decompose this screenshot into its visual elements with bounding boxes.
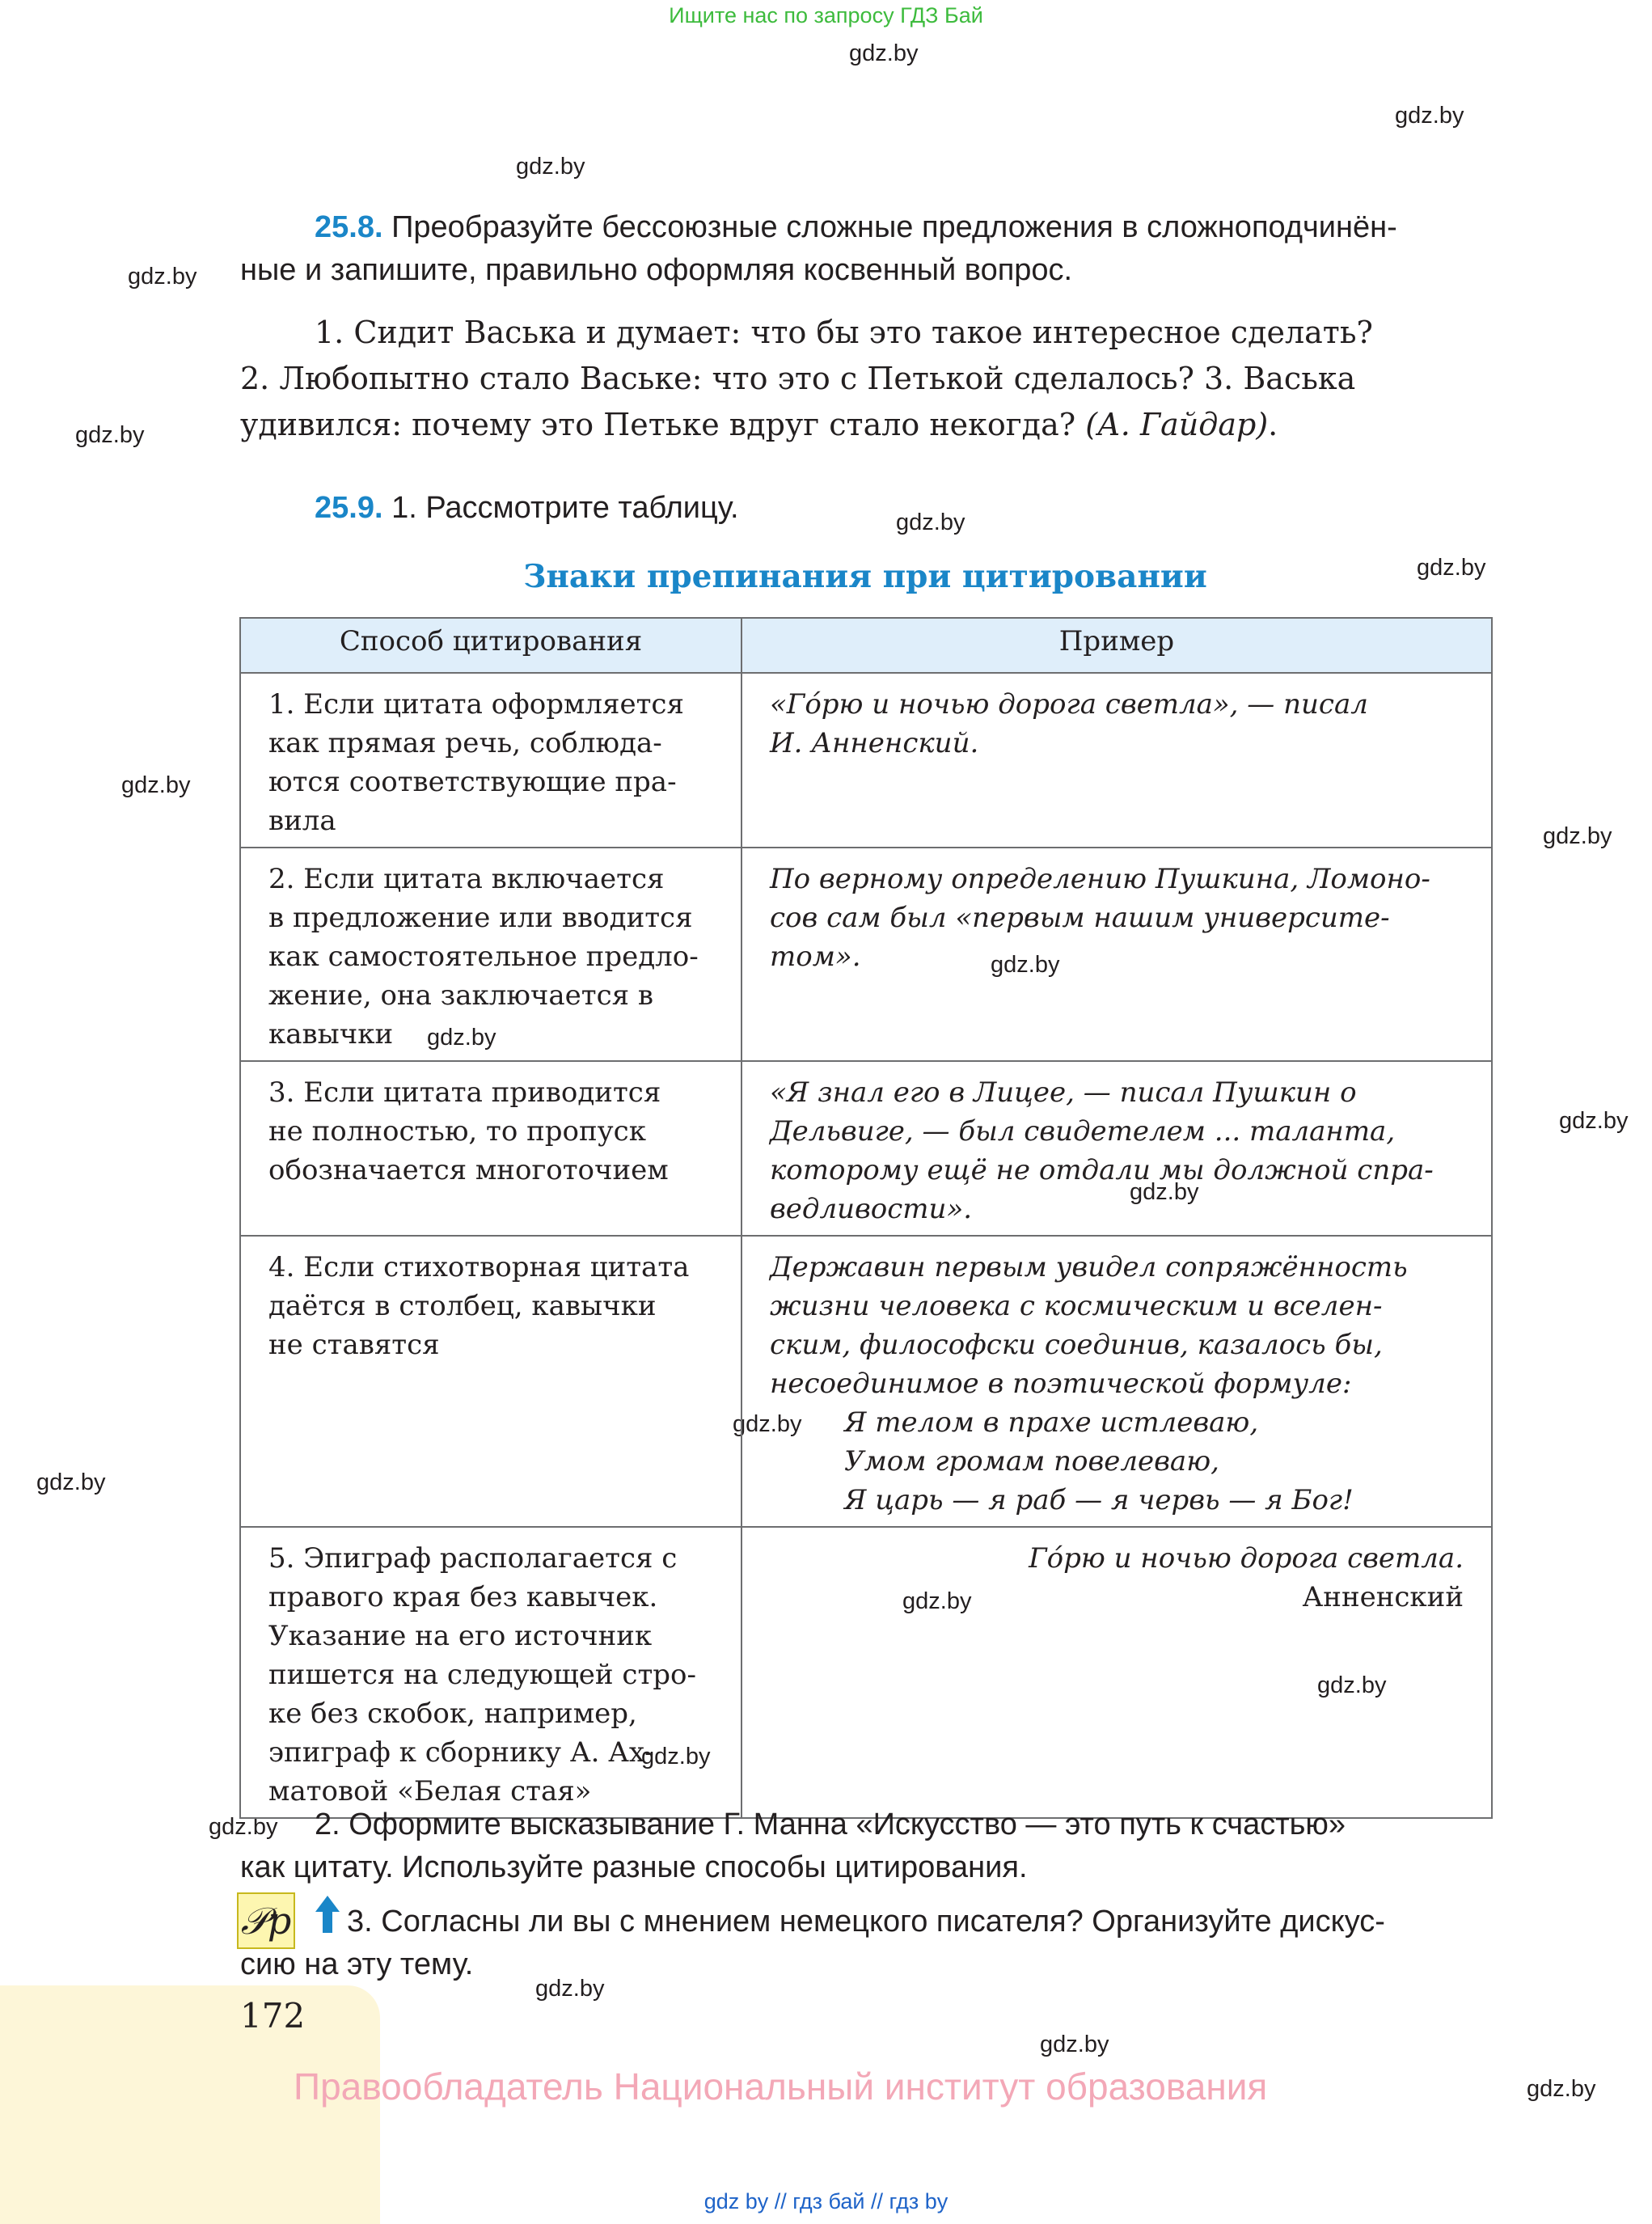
verse-line: Я телом в прахе истлеваю, [844, 1406, 1259, 1439]
table-header-row [240, 618, 1492, 673]
watermark: gdz.by [209, 1814, 278, 1840]
watermark: gdz.by [896, 509, 965, 535]
task-text: ные и запишите, правильно оформляя косвенный вопрос. [240, 253, 1073, 287]
column-header-example: Пример [741, 618, 1492, 673]
method-cell: 2. Если цитата включается в предложение или вводится как самостоятельное предло- жение, она заключается в кавычки [240, 848, 741, 1061]
watermark: gdz.by [516, 154, 585, 180]
table-row [240, 1527, 1492, 1818]
example-cell [741, 1527, 1492, 1818]
author: (А. Гайдар) [1085, 407, 1269, 442]
watermark: gdz.by [1559, 1108, 1629, 1134]
watermark: gdz.by [1395, 103, 1464, 129]
watermark: gdz.by [1543, 823, 1612, 849]
table-row [240, 1061, 1492, 1236]
watermark: gdz.by [1417, 555, 1486, 581]
watermark: gdz.by [1130, 1179, 1199, 1205]
watermark: gdz.by [1040, 2032, 1109, 2057]
watermark: gdz.by [902, 1588, 972, 1614]
footer-links[interactable]: gdz by // гдз бай // гдз by [703, 2189, 949, 2213]
exercise-number: 25.8. [315, 210, 383, 244]
exercise-task [240, 206, 1494, 249]
discussion-icon: 𝒫p [237, 1892, 295, 1949]
table-row [240, 673, 1492, 848]
watermark: gdz.by [849, 40, 919, 66]
verse-line: Я царь — я раб — я червь — я Бог! [844, 1484, 1354, 1516]
epigraph-author: Анненский [1302, 1581, 1464, 1613]
task-2 [240, 1803, 1494, 1889]
watermark: gdz.by [128, 264, 197, 290]
column-header-method: Способ цитирования [240, 618, 741, 673]
watermark: gdz.by [36, 1469, 106, 1495]
example-cell: Державин первым увидел сопряжённость жизни человека с космическим и вселен- ским, философски соединив, казалось бы, несоединимое в поэтической формуле: Я телом в прахе истлеваю, Умом громам повелеваю, Я царь — я раб — я червь — я Бог! [741, 1236, 1492, 1527]
rights-holder: Правообладатель Национальный институт образования [294, 2065, 1268, 2108]
task-text: 2. Оформите высказывание Г. Манна «Искусство — это путь к счастью» [315, 1808, 1346, 1841]
method-cell: 1. Если цитата оформляется как прямая речь, соблюда- ются соответствующие пра- вила [240, 673, 741, 848]
exercise-25-9 [315, 487, 739, 530]
task-text: как цитату. Используйте разные способы цитирования. [240, 1850, 1028, 1884]
watermark: gdz.by [1527, 2076, 1596, 2102]
sentence-line: 1. Сидит Васька и думает: что бы это такое интересное сделать? [315, 315, 1373, 350]
task-text: 1. Рассмотрите таблицу. [391, 491, 739, 525]
watermark: gdz.by [535, 1976, 605, 2002]
method-cell: 5. Эпиграф располагается с правого края без кавычек. Указание на его источник пишется на следующей стро- ке без скобок, например, эпиграф к сборнику А. Ах- матовой «Белая стая» [240, 1527, 741, 1818]
table-title: Знаки препинания при цитировании [523, 558, 1207, 595]
watermark: gdz.by [641, 1744, 711, 1769]
task-3 [240, 1901, 1494, 1986]
watermark: gdz.by [121, 772, 191, 798]
table-row [240, 1236, 1492, 1527]
task-text: 3. Согласны ли вы с мнением немецкого писателя? Организуйте дискус- [347, 1905, 1385, 1939]
task-text: сию на эту тему. [240, 1947, 474, 1981]
watermark: gdz.by [991, 952, 1060, 978]
task-text: Преобразуйте бессоюзные сложные предложения в сложноподчинён- [391, 210, 1397, 244]
epigraph-line: Го́рю и ночью дорога светла. [1029, 1542, 1464, 1575]
citation-table [239, 617, 1493, 1819]
top-banner[interactable]: Ищите нас по запросу ГДЗ Бай [669, 3, 983, 27]
example-cell: «Я знал его в Лицее, — писал Пушкин о Дельвиге, — был свидетелем ... таланта, которому ещё не отдали мы должной спра- ведливости». [741, 1061, 1492, 1236]
sentence-line: 2. Любопытно стало Ваське: что это с Петькой сделалось? 3. Васька [240, 361, 1356, 396]
example-cell: По верному определению Пушкина, Ломоно- сов сам был «первым нашим университе- том». [741, 848, 1492, 1061]
method-cell: 3. Если цитата приводится не полностью, то пропуск обозначается многоточием [240, 1061, 741, 1236]
method-cell: 4. Если стихотворная цитата даётся в столбец, кавычки не ставятся [240, 1236, 741, 1527]
exercise-25-8-sentences [240, 310, 1494, 448]
exercise-number: 25.9. [315, 491, 383, 525]
verse-line: Умом громам повелеваю, [844, 1445, 1219, 1478]
watermark: gdz.by [1317, 1672, 1387, 1698]
sentence-line: удивился: почему это Петьке вдруг стало некогда? (А. Гайдар). [240, 407, 1278, 442]
example-cell: «Го́рю и ночью дорога светла», — писал И. Анненский. [741, 673, 1492, 848]
watermark: gdz.by [75, 422, 145, 448]
watermark: gdz.by [427, 1025, 496, 1051]
table-row [240, 848, 1492, 1061]
watermark: gdz.by [733, 1411, 802, 1437]
page-number: 172 [240, 1996, 306, 2036]
exercise-25-8 [240, 206, 1494, 292]
